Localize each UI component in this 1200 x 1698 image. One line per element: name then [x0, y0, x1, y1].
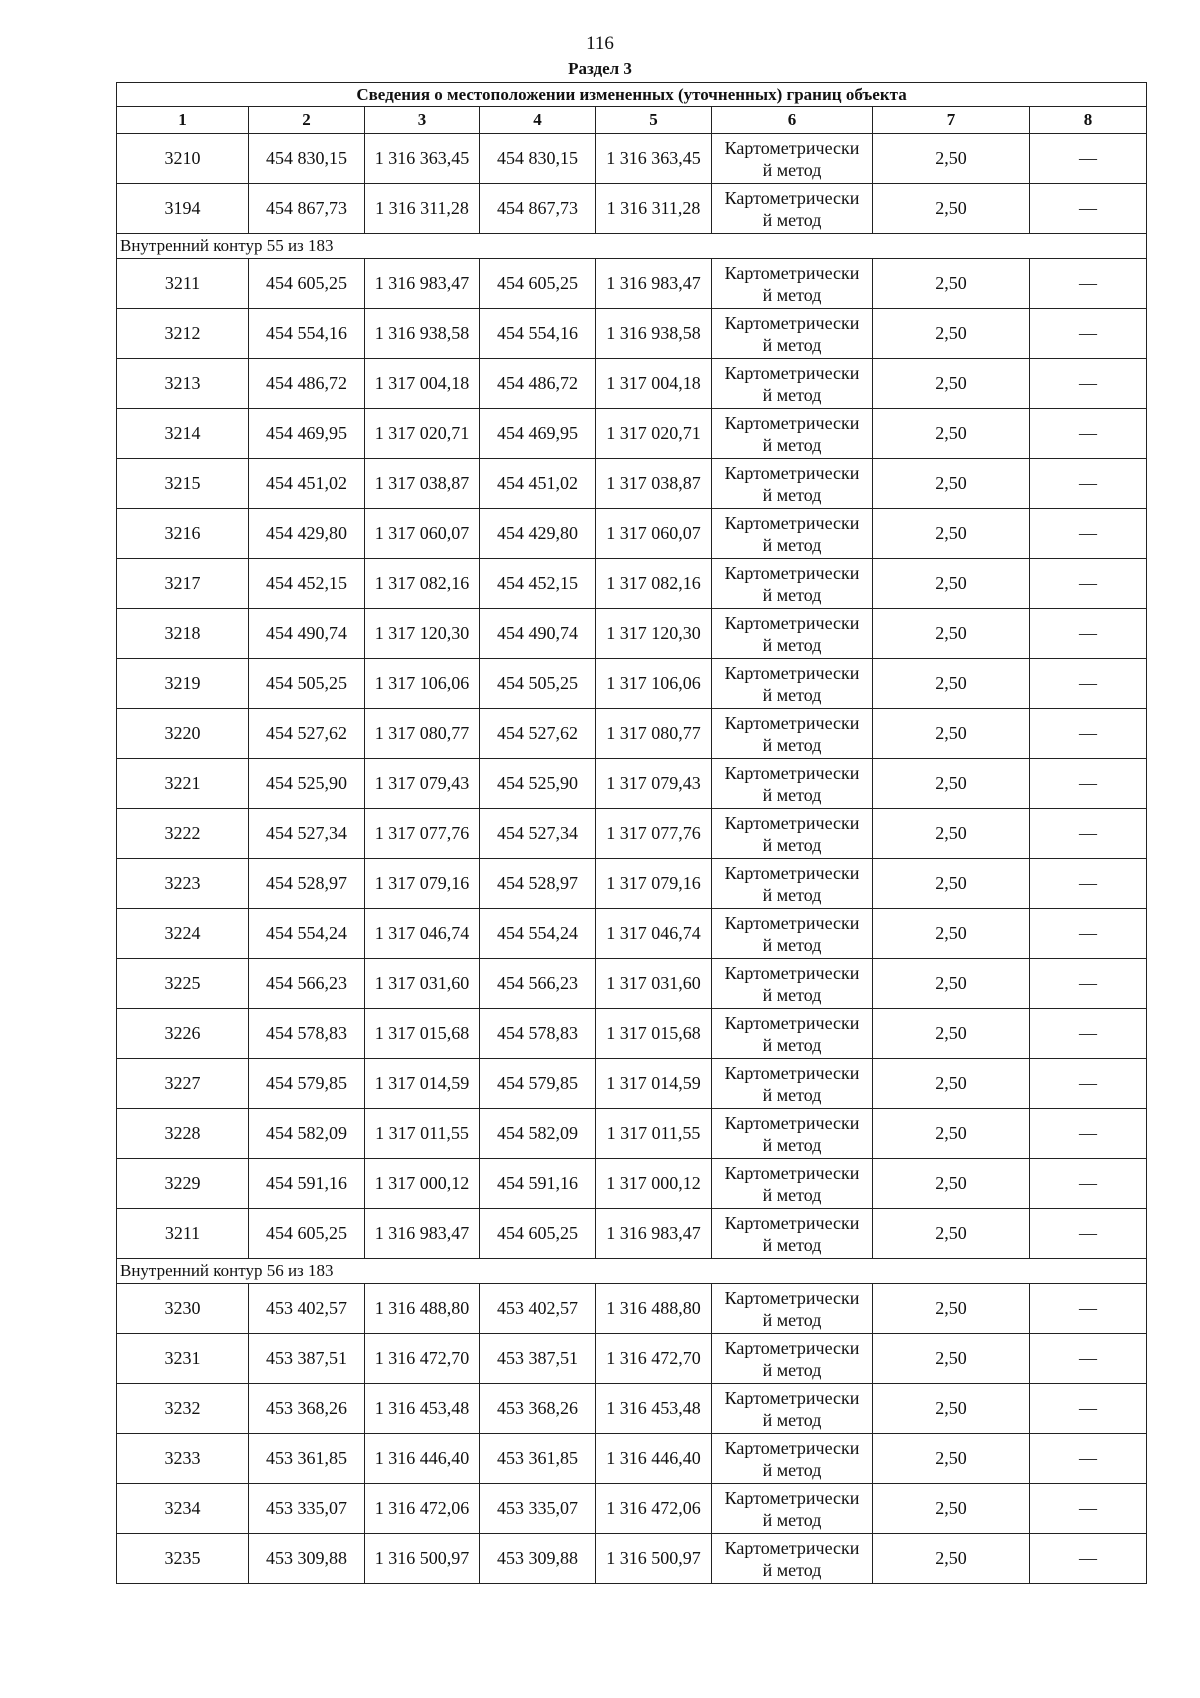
contour-row: [117, 234, 1147, 259]
table-cell: 1 317 020,71: [596, 409, 712, 459]
table-cell: 2,50: [873, 1009, 1030, 1059]
column-header-row: [117, 107, 1147, 134]
table-cell: —: [1030, 259, 1147, 309]
table-cell: 454 867,73: [480, 184, 596, 234]
table-cell: 3217: [117, 559, 249, 609]
table-cell: 1 317 077,76: [365, 809, 480, 859]
table-cell: —: [1030, 459, 1147, 509]
table-cell: 3221: [117, 759, 249, 809]
table-cell: —: [1030, 1384, 1147, 1434]
table-cell: —: [1030, 909, 1147, 959]
table-cell: 453 335,07: [249, 1484, 365, 1534]
table-cell: 3223: [117, 859, 249, 909]
table-cell: —: [1030, 809, 1147, 859]
method-cell: Картометрически й метод: [712, 259, 873, 309]
table-cell: 454 490,74: [249, 609, 365, 659]
table-cell: —: [1030, 859, 1147, 909]
table-cell: 3229: [117, 1159, 249, 1209]
table-row: [117, 409, 1147, 459]
table-cell: 454 505,25: [480, 659, 596, 709]
table-cell: 2,50: [873, 1484, 1030, 1534]
table-cell: 2,50: [873, 1434, 1030, 1484]
table-row: [117, 809, 1147, 859]
table-cell: 454 830,15: [249, 134, 365, 184]
table-cell: 1 317 120,30: [596, 609, 712, 659]
table-cell: 454 527,62: [249, 709, 365, 759]
table-cell: 1 316 488,80: [365, 1284, 480, 1334]
table-cell: —: [1030, 409, 1147, 459]
table-cell: 454 429,80: [480, 509, 596, 559]
column-header: 4: [480, 107, 596, 134]
table-cell: 1 317 079,43: [365, 759, 480, 809]
table-cell: —: [1030, 959, 1147, 1009]
table-cell: 454 578,83: [249, 1009, 365, 1059]
section-title: Раздел 3: [568, 59, 632, 78]
table-cell: 1 316 311,28: [365, 184, 480, 234]
method-cell: Картометрически й метод: [712, 509, 873, 559]
table-cell: 454 554,16: [480, 309, 596, 359]
table-cell: 1 317 079,16: [365, 859, 480, 909]
table-cell: 454 469,95: [249, 409, 365, 459]
method-cell: Картометрически й метод: [712, 1009, 873, 1059]
table-cell: 2,50: [873, 809, 1030, 859]
table-cell: 1 317 080,77: [596, 709, 712, 759]
method-cell: Картометрически й метод: [712, 1059, 873, 1109]
table-cell: 3224: [117, 909, 249, 959]
column-header: 6: [712, 107, 873, 134]
table-cell: 454 578,83: [480, 1009, 596, 1059]
table-cell: 3211: [117, 259, 249, 309]
table-cell: 454 579,85: [480, 1059, 596, 1109]
table-cell: 2,50: [873, 459, 1030, 509]
table-cell: 1 317 014,59: [596, 1059, 712, 1109]
table-cell: 454 566,23: [480, 959, 596, 1009]
table-cell: 1 317 106,06: [365, 659, 480, 709]
method-cell: Картометрически й метод: [712, 1384, 873, 1434]
table-cell: 454 525,90: [480, 759, 596, 809]
table-row: [117, 759, 1147, 809]
table-cell: 1 316 938,58: [596, 309, 712, 359]
table-row: [117, 1484, 1147, 1534]
table-row: [117, 359, 1147, 409]
table-cell: 2,50: [873, 1209, 1030, 1259]
table-cell: 2,50: [873, 659, 1030, 709]
table-cell: 1 316 363,45: [596, 134, 712, 184]
table-row: [117, 659, 1147, 709]
table-cell: 2,50: [873, 409, 1030, 459]
table-row: [117, 709, 1147, 759]
table-cell: 3235: [117, 1534, 249, 1584]
table-row: [117, 1159, 1147, 1209]
table-cell: 3222: [117, 809, 249, 859]
table-cell: —: [1030, 609, 1147, 659]
page-number: 116: [586, 33, 614, 54]
table-cell: —: [1030, 1159, 1147, 1209]
table-cell: 454 490,74: [480, 609, 596, 659]
column-header: 1: [117, 107, 249, 134]
table-cell: 1 316 363,45: [365, 134, 480, 184]
table-row: [117, 609, 1147, 659]
table-cell: 2,50: [873, 509, 1030, 559]
table-cell: 1 316 500,97: [596, 1534, 712, 1584]
table-cell: 453 309,88: [249, 1534, 365, 1584]
table-cell: 1 317 004,18: [365, 359, 480, 409]
table-cell: 3232: [117, 1384, 249, 1434]
table-cell: —: [1030, 359, 1147, 409]
table-cell: 1 317 031,60: [365, 959, 480, 1009]
table-cell: 1 316 938,58: [365, 309, 480, 359]
table-cell: 1 316 983,47: [596, 259, 712, 309]
table-cell: 2,50: [873, 359, 1030, 409]
table-cell: 453 402,57: [480, 1284, 596, 1334]
table-cell: 454 527,62: [480, 709, 596, 759]
table-cell: 2,50: [873, 309, 1030, 359]
table-cell: 454 554,24: [480, 909, 596, 959]
table-cell: 2,50: [873, 759, 1030, 809]
table-cell: 454 451,02: [249, 459, 365, 509]
table-cell: 454 451,02: [480, 459, 596, 509]
table-cell: 3226: [117, 1009, 249, 1059]
table-cell: 1 316 472,70: [596, 1334, 712, 1384]
table-cell: 1 316 983,47: [596, 1209, 712, 1259]
method-cell: Картометрически й метод: [712, 1159, 873, 1209]
table-cell: 1 316 453,48: [365, 1384, 480, 1434]
table-cell: —: [1030, 184, 1147, 234]
table-cell: 454 591,16: [249, 1159, 365, 1209]
table-cell: 454 582,09: [249, 1109, 365, 1159]
column-header: 8: [1030, 107, 1147, 134]
table-cell: —: [1030, 1484, 1147, 1534]
table-row: [117, 1334, 1147, 1384]
table-cell: 454 867,73: [249, 184, 365, 234]
table-cell: 454 528,97: [480, 859, 596, 909]
table-cell: —: [1030, 759, 1147, 809]
table-cell: 3220: [117, 709, 249, 759]
table-cell: 2,50: [873, 859, 1030, 909]
table-cell: 1 316 500,97: [365, 1534, 480, 1584]
table-cell: 1 317 046,74: [365, 909, 480, 959]
table-cell: 2,50: [873, 1284, 1030, 1334]
method-cell: Картометрически й метод: [712, 809, 873, 859]
table-cell: —: [1030, 1009, 1147, 1059]
table-cell: 1 316 472,70: [365, 1334, 480, 1384]
table-row: [117, 1009, 1147, 1059]
table-row: [117, 134, 1147, 184]
table-cell: 454 591,16: [480, 1159, 596, 1209]
table-cell: 3212: [117, 309, 249, 359]
method-cell: Картометрически й метод: [712, 1534, 873, 1584]
method-cell: Картометрически й метод: [712, 659, 873, 709]
table-cell: —: [1030, 309, 1147, 359]
table-cell: 453 387,51: [249, 1334, 365, 1384]
table-cell: 454 469,95: [480, 409, 596, 459]
method-cell: Картометрически й метод: [712, 184, 873, 234]
table-cell: 3219: [117, 659, 249, 709]
table-cell: 454 527,34: [480, 809, 596, 859]
method-cell: Картометрически й метод: [712, 1334, 873, 1384]
table-row: [117, 559, 1147, 609]
table-cell: 3234: [117, 1484, 249, 1534]
table-row: [117, 459, 1147, 509]
table-row: [117, 1209, 1147, 1259]
table-cell: 454 452,15: [249, 559, 365, 609]
table-cell: 454 554,16: [249, 309, 365, 359]
table-cell: 1 317 060,07: [365, 509, 480, 559]
table-cell: 2,50: [873, 134, 1030, 184]
table-cell: 454 582,09: [480, 1109, 596, 1159]
table-cell: 3231: [117, 1334, 249, 1384]
table-cell: —: [1030, 559, 1147, 609]
table-cell: 2,50: [873, 1059, 1030, 1109]
method-cell: Картометрически й метод: [712, 909, 873, 959]
method-cell: Картометрически й метод: [712, 759, 873, 809]
table-cell: 454 554,24: [249, 909, 365, 959]
table-row: [117, 859, 1147, 909]
table-row: [117, 909, 1147, 959]
table-cell: 1 317 046,74: [596, 909, 712, 959]
table-cell: 3211: [117, 1209, 249, 1259]
table-cell: 2,50: [873, 1159, 1030, 1209]
table-cell: 453 402,57: [249, 1284, 365, 1334]
table-cell: 3214: [117, 409, 249, 459]
method-cell: Картометрически й метод: [712, 359, 873, 409]
table-cell: 454 486,72: [249, 359, 365, 409]
table-cell: 3227: [117, 1059, 249, 1109]
table-cell: 1 316 488,80: [596, 1284, 712, 1334]
table-cell: 1 316 472,06: [596, 1484, 712, 1534]
table-row: [117, 1434, 1147, 1484]
table-cell: 454 605,25: [480, 1209, 596, 1259]
table-cell: 1 317 015,68: [365, 1009, 480, 1059]
method-cell: Картометрически й метод: [712, 309, 873, 359]
table-cell: 454 452,15: [480, 559, 596, 609]
table-cell: 1 317 014,59: [365, 1059, 480, 1109]
table-cell: —: [1030, 1334, 1147, 1384]
table-cell: 1 317 011,55: [596, 1109, 712, 1159]
table-cell: 453 368,26: [480, 1384, 596, 1434]
column-header: 2: [249, 107, 365, 134]
table-cell: 1 317 000,12: [596, 1159, 712, 1209]
boundary-table: [116, 82, 1147, 1584]
table-cell: 1 317 106,06: [596, 659, 712, 709]
table-cell: 3228: [117, 1109, 249, 1159]
table-cell: 1 317 079,43: [596, 759, 712, 809]
method-cell: Картометрически й метод: [712, 1209, 873, 1259]
table-cell: 1 317 082,16: [365, 559, 480, 609]
table-caption: Сведения о местоположении измененных (уточненных) границ объекта: [117, 83, 1147, 107]
method-cell: Картометрически й метод: [712, 459, 873, 509]
table-cell: 1 316 472,06: [365, 1484, 480, 1534]
table-cell: 1 316 311,28: [596, 184, 712, 234]
table-cell: 2,50: [873, 959, 1030, 1009]
column-header: 5: [596, 107, 712, 134]
table-cell: 1 316 983,47: [365, 1209, 480, 1259]
table-row: [117, 1284, 1147, 1334]
table-cell: 1 317 031,60: [596, 959, 712, 1009]
method-cell: Картометрически й метод: [712, 1284, 873, 1334]
table-cell: —: [1030, 1109, 1147, 1159]
contour-row: [117, 1259, 1147, 1284]
table-row: [117, 959, 1147, 1009]
table-row: [117, 1059, 1147, 1109]
table-cell: —: [1030, 1059, 1147, 1109]
table-cell: —: [1030, 509, 1147, 559]
table-cell: 453 368,26: [249, 1384, 365, 1434]
table-cell: —: [1030, 1209, 1147, 1259]
method-cell: Картометрически й метод: [712, 859, 873, 909]
table-cell: 2,50: [873, 1384, 1030, 1434]
table-cell: 454 527,34: [249, 809, 365, 859]
table-cell: 2,50: [873, 184, 1030, 234]
table-cell: 3233: [117, 1434, 249, 1484]
table-cell: 454 486,72: [480, 359, 596, 409]
table-cell: 2,50: [873, 259, 1030, 309]
table-cell: 3218: [117, 609, 249, 659]
table-cell: 1 317 077,76: [596, 809, 712, 859]
column-header: 3: [365, 107, 480, 134]
table-cell: —: [1030, 1434, 1147, 1484]
table-cell: 453 361,85: [480, 1434, 596, 1484]
table-cell: 1 316 453,48: [596, 1384, 712, 1434]
method-cell: Картометрически й метод: [712, 959, 873, 1009]
table-cell: —: [1030, 659, 1147, 709]
table-cell: 453 335,07: [480, 1484, 596, 1534]
table-cell: 1 317 082,16: [596, 559, 712, 609]
column-header: 7: [873, 107, 1030, 134]
contour-label: Внутренний контур 55 из 183: [117, 234, 1147, 259]
table-row: [117, 1109, 1147, 1159]
table-row: [117, 309, 1147, 359]
table-cell: 1 317 015,68: [596, 1009, 712, 1059]
table-cell: 1 317 004,18: [596, 359, 712, 409]
table-cell: 2,50: [873, 909, 1030, 959]
table-cell: 2,50: [873, 1534, 1030, 1584]
table-cell: 2,50: [873, 609, 1030, 659]
table-cell: 1 317 000,12: [365, 1159, 480, 1209]
table-cell: —: [1030, 1284, 1147, 1334]
method-cell: Картометрически й метод: [712, 134, 873, 184]
table-cell: 454 525,90: [249, 759, 365, 809]
table-cell: 3230: [117, 1284, 249, 1334]
table-cell: 453 361,85: [249, 1434, 365, 1484]
table-cell: 1 317 020,71: [365, 409, 480, 459]
table-cell: 3213: [117, 359, 249, 409]
table-cell: 3215: [117, 459, 249, 509]
table-cell: 1 316 446,40: [596, 1434, 712, 1484]
table-cell: 454 429,80: [249, 509, 365, 559]
contour-label: Внутренний контур 56 из 183: [117, 1259, 1147, 1284]
table-cell: 3210: [117, 134, 249, 184]
method-cell: Картометрически й метод: [712, 1434, 873, 1484]
table-cell: 1 317 079,16: [596, 859, 712, 909]
table-cell: 1 317 060,07: [596, 509, 712, 559]
method-cell: Картометрически й метод: [712, 409, 873, 459]
table-cell: 1 317 038,87: [596, 459, 712, 509]
method-cell: Картометрически й метод: [712, 609, 873, 659]
table-cell: 454 579,85: [249, 1059, 365, 1109]
table-cell: 3225: [117, 959, 249, 1009]
table-row: [117, 184, 1147, 234]
table-cell: 2,50: [873, 709, 1030, 759]
table-cell: 1 316 446,40: [365, 1434, 480, 1484]
table-cell: 2,50: [873, 1334, 1030, 1384]
table-cell: 1 317 080,77: [365, 709, 480, 759]
table-row: [117, 259, 1147, 309]
table-cell: 454 830,15: [480, 134, 596, 184]
table-cell: 453 387,51: [480, 1334, 596, 1384]
table-row: [117, 1384, 1147, 1434]
table-caption-row: [117, 83, 1147, 107]
table-cell: 2,50: [873, 1109, 1030, 1159]
table-cell: 1 316 983,47: [365, 259, 480, 309]
method-cell: Картометрически й метод: [712, 1109, 873, 1159]
table-cell: —: [1030, 134, 1147, 184]
table-cell: 1 317 038,87: [365, 459, 480, 509]
table-cell: 2,50: [873, 559, 1030, 609]
method-cell: Картометрически й метод: [712, 559, 873, 609]
table-cell: —: [1030, 709, 1147, 759]
method-cell: Картометрически й метод: [712, 1484, 873, 1534]
table-cell: —: [1030, 1534, 1147, 1584]
table-cell: 454 566,23: [249, 959, 365, 1009]
table-cell: 453 309,88: [480, 1534, 596, 1584]
table-cell: 1 317 011,55: [365, 1109, 480, 1159]
table-cell: 454 605,25: [249, 259, 365, 309]
table-cell: 454 528,97: [249, 859, 365, 909]
table-cell: 1 317 120,30: [365, 609, 480, 659]
table-row: [117, 1534, 1147, 1584]
table-cell: 454 505,25: [249, 659, 365, 709]
method-cell: Картометрически й метод: [712, 709, 873, 759]
table-cell: 3194: [117, 184, 249, 234]
table-cell: 3216: [117, 509, 249, 559]
table-row: [117, 509, 1147, 559]
table-cell: 454 605,25: [249, 1209, 365, 1259]
table-cell: 454 605,25: [480, 259, 596, 309]
